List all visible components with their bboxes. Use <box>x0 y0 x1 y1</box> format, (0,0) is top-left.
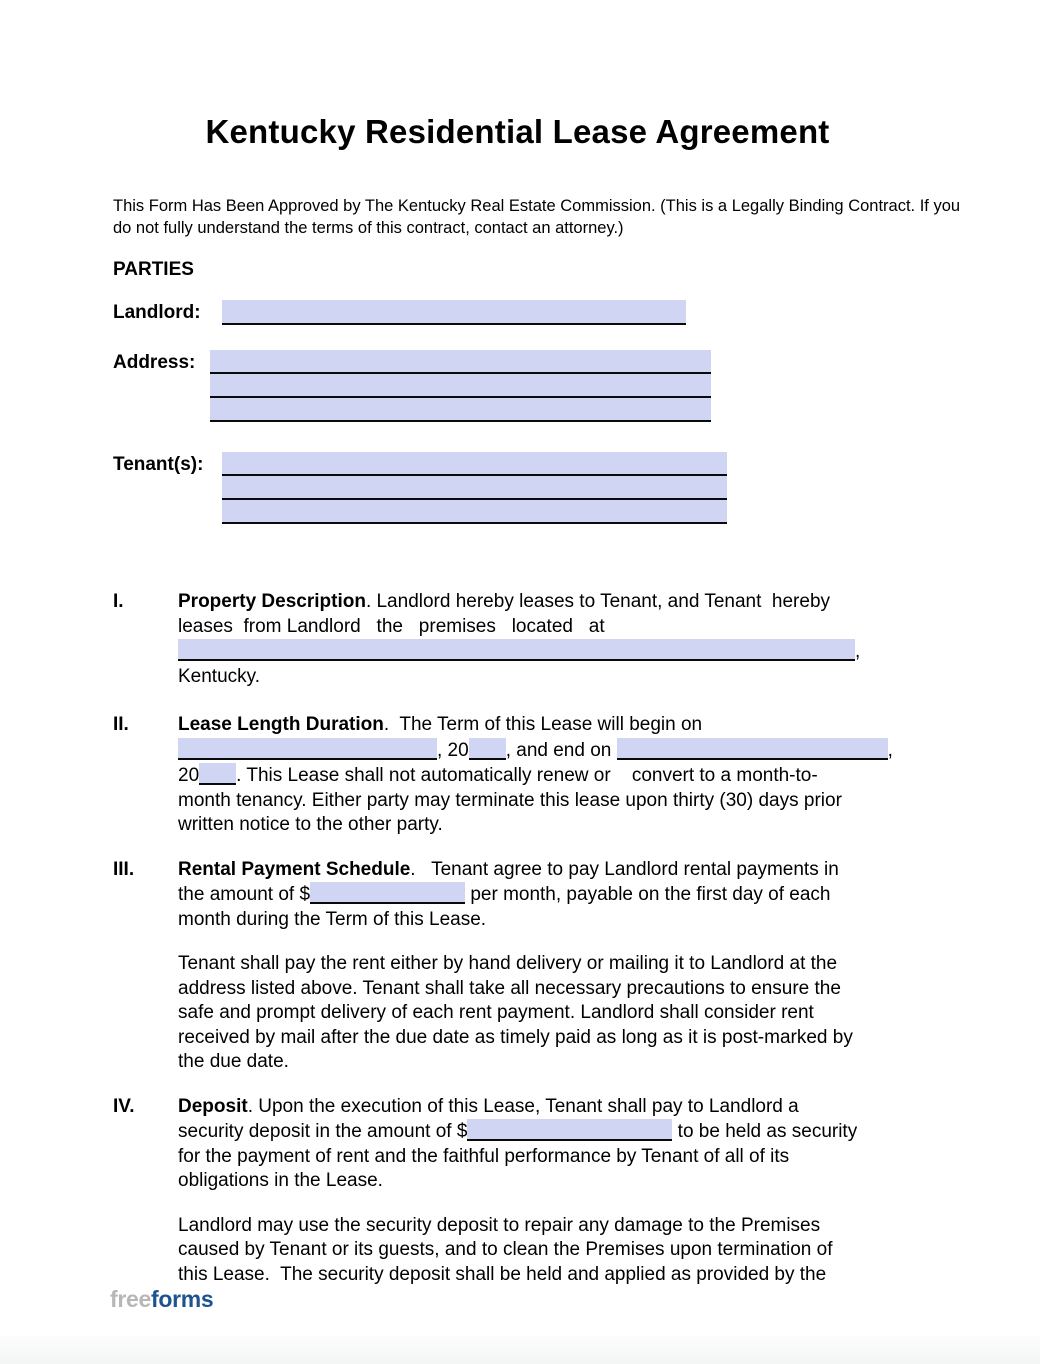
address-label: Address: <box>113 352 196 373</box>
address-row <box>113 350 922 422</box>
tenants-field-line-3[interactable] <box>222 500 727 524</box>
section-number: II. <box>113 714 129 735</box>
section-text-line <box>178 763 922 789</box>
address-field-line-3[interactable] <box>210 398 711 422</box>
section-text-line: written notice to the other party. <box>178 814 443 835</box>
page-title: Kentucky Residential Lease Agreement <box>205 113 830 150</box>
section-text-line: address listed above. Tenant shall take all necessary precautions to ensure the <box>178 977 841 999</box>
paragraph-gap <box>178 1194 922 1214</box>
section-text-line <box>178 713 922 738</box>
section-body <box>178 1095 922 1288</box>
landlord-row <box>113 300 922 325</box>
section-body <box>178 590 922 689</box>
section-body <box>178 713 922 838</box>
section-text-line: caused by Tenant or its guests, and to clean the Premises upon termination of <box>178 1239 833 1260</box>
parties-heading: PARTIES <box>113 259 194 280</box>
section-text: . Landlord hereby leases to Tenant, and Tenant hereby <box>365 591 831 612</box>
landlord-field[interactable] <box>222 300 686 325</box>
section-lease-length <box>113 713 922 838</box>
section-text-line <box>178 858 922 883</box>
tenants-label: Tenant(s): <box>113 454 204 475</box>
landlord-field-group <box>222 300 686 325</box>
section-text-line: this Lease. The security deposit shall be held and applied as provided by the <box>178 1263 827 1285</box>
freeforms-logo-free: free <box>110 1286 151 1312</box>
section-text: the amount of $ <box>178 884 311 905</box>
security-deposit-amount-field[interactable] <box>467 1119 672 1141</box>
lease-end-date-field[interactable] <box>617 738 888 760</box>
section-text-line <box>178 1095 922 1120</box>
section-heading: Lease Length Duration <box>178 714 384 735</box>
section-text-line <box>178 738 922 764</box>
section-text-line: for the payment of rent and the faithful performance by Tenant of all of its <box>178 1145 790 1167</box>
section-text: . Tenant agree to pay Landlord rental payments in <box>410 858 839 880</box>
intro-line-2: do not fully understand the terms of this contract, contact an attorney.) <box>113 218 624 237</box>
section-text: , <box>887 739 893 761</box>
section-text-line: month tenancy. Either party may terminate this lease upon thirty (30) days prior <box>178 789 842 811</box>
freeforms-logo <box>110 1286 213 1312</box>
tenants-field-group <box>222 452 727 524</box>
section-text: to be held as security <box>672 1121 858 1142</box>
section-text-line <box>178 882 922 908</box>
section-rental-payment <box>113 858 922 1075</box>
section-text-line: Tenant shall pay the rent either by hand delivery or mailing it to Landlord at the <box>178 953 838 974</box>
section-text-line: obligations in the Lease. <box>178 1170 383 1191</box>
section-text-line: month during the Term of this Lease. <box>178 908 487 930</box>
landlord-label: Landlord: <box>113 302 201 323</box>
section-text: per month, payable on the first day of each <box>465 884 831 905</box>
section-text: . Upon the execution of this Lease, Tenant shall pay to Landlord a <box>247 1095 799 1117</box>
section-text: . This Lease shall not automatically renew or convert to a month-to- <box>236 765 818 786</box>
section-text: , 20 <box>437 739 469 761</box>
section-text: , and end on <box>505 739 617 761</box>
monthly-rent-amount-field[interactable] <box>310 882 465 904</box>
section-heading: Rental Payment Schedule <box>178 858 411 880</box>
section-number: IV. <box>113 1095 135 1117</box>
property-address-field[interactable] <box>178 639 855 661</box>
section-body <box>178 858 922 1075</box>
section-deposit <box>113 1095 922 1288</box>
section-text-line <box>178 590 922 615</box>
section-text-line <box>178 639 922 665</box>
section-text-line: Kentucky. <box>178 665 261 687</box>
tenants-field-line-1[interactable] <box>222 452 727 476</box>
lease-begin-date-field[interactable] <box>178 738 437 760</box>
section-property-description <box>113 590 922 689</box>
address-field-group <box>210 350 711 422</box>
section-text: , <box>855 641 861 662</box>
section-text: security deposit in the amount of $ <box>178 1121 468 1142</box>
freeforms-logo-forms: forms <box>151 1286 214 1312</box>
lease-end-year-field[interactable] <box>199 763 236 785</box>
section-text-line: safe and prompt delivery of each rent payment. Landlord shall consider rent <box>178 1002 814 1023</box>
lease-begin-year-field[interactable] <box>469 738 506 760</box>
section-text-line: leases from Landlord the premises located at <box>178 615 605 637</box>
section-text-line <box>178 1119 922 1145</box>
section-heading: Deposit <box>178 1095 248 1117</box>
section-heading: Property Description <box>178 591 366 612</box>
address-field-line-2[interactable] <box>210 374 711 398</box>
section-text-line: the due date. <box>178 1051 289 1072</box>
section-text: . The Term of this Lease will begin on <box>383 714 703 735</box>
section-text-line: received by mail after the due date as timely paid as long as it is post-marked by <box>178 1026 853 1048</box>
paragraph-gap <box>178 932 922 952</box>
tenants-row <box>113 452 922 524</box>
intro-text <box>113 196 961 239</box>
section-text: 20 <box>178 765 200 786</box>
page-bottom-edge <box>0 1336 1040 1364</box>
address-field-line-1[interactable] <box>210 350 711 374</box>
intro-line-1: This Form Has Been Approved by The Kentucky Real Estate Commission. (This is a Legally Binding Contract. If you <box>113 197 961 215</box>
section-text-line: Landlord may use the security deposit to repair any damage to the Premises <box>178 1214 821 1236</box>
tenants-field-line-2[interactable] <box>222 476 727 500</box>
section-number: I. <box>113 591 124 612</box>
section-number: III. <box>113 858 135 880</box>
